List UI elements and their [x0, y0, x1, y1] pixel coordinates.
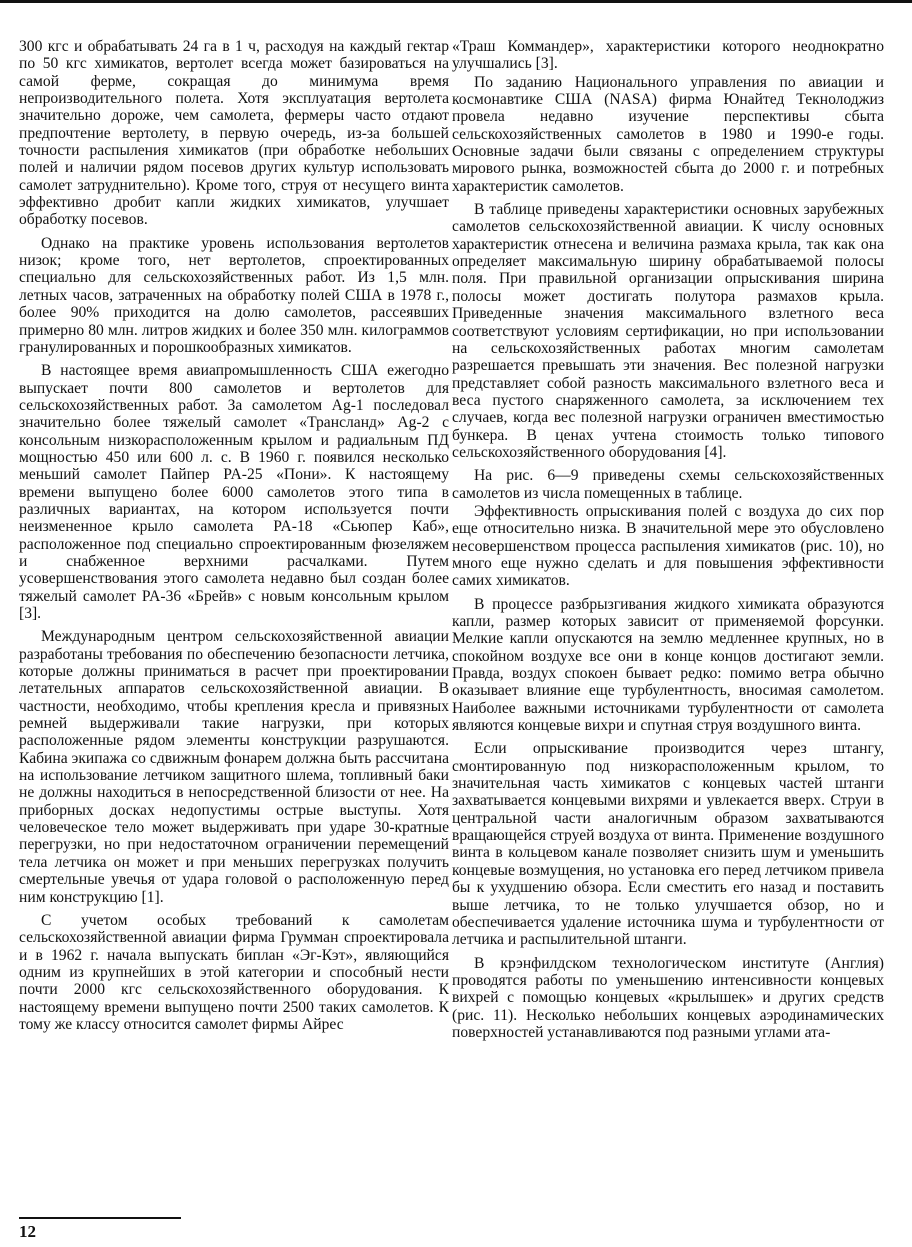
paragraph: Международным центром сельскохозяйственной авиации разработаны требования по обеспечению безопасности летчика, которые должны приниматься в расчет при проектировании летательных аппаратов сельскохозяйственной авиации. В частности, необходимо, чтобы крепления кресла и привязных ремней выдерживали такие нагрузки, при которых расположенные рядом элементы конструкции разрушаются. Кабина экипажа со сдвижным фонарем должна быть рассчитана на использование летчиком защитного шлема, топливный баки не должны находиться в непосредственной близости от нее. На приборных досках недопустимы острые выступы. Хотя человеческое тело может выдерживать при ударе 30-кратные перегрузки, но при недостаточном ограничении перемещений тела летчика он может и при меньших перегрузках получить смертельные увечья от удара головой о расположенную перед ним конструкцию [1].	[19, 628, 449, 906]
paragraph: В таблице приведены характеристики основных зарубежных самолетов сельскохозяйственной авиации. К числу основных характеристик отнесена и величина размаха крыла, так как она определяет максимальную ширину обрабатываемой полосы поля. При правильной организации опрыскивания ширина полосы может достигать полутора размахов крыла. Приведенные значения максимального взлетного веса соответствуют условиям сертификации, но при использовании на сельскохозяйственных работах многим самолетам разрешается превышать эти значения. Вес полезной нагрузки представляет собой разность максимального взлетного веса и веса пустого снаряженного самолета, за исключением тех случаев, когда вес полезной нагрузки ограничен вместимостью бункера. В ценах учтена стоимость только типового сельскохозяйственного оборудования [4].	[452, 201, 884, 461]
paragraph: «Траш Коммандер», характеристики которого неоднократно улучшались [3].	[452, 38, 884, 73]
paragraph: Эффективность опрыскивания полей с воздуха до сих пор еще относительно низка. В значительной мере это обусловлено несовершенством процесса распыления химикатов (рис. 10), но много еще нужно сделать и для повышения эффективности самих химикатов.	[452, 502, 884, 590]
paragraph: С учетом особых требований к самолетам сельскохозяйственной авиации фирма Грумман спроектировала и в 1962 г. начала выпускать биплан «Эг-Кэт», являющийся одним из крупнейших в этой категории и способный нести почти 2000 кгс сельскохозяйственного оборудования. К настоящему времени выпущено почти 2500 таких самолетов. К тому же классу относится самолет фирмы Айрес	[19, 911, 449, 1033]
left-column	[19, 38, 449, 1039]
top-border-rule	[0, 0, 912, 3]
footer-rule	[19, 1217, 181, 1219]
paragraph: На рис. 6—9 приведены схемы сельскохозяйственных самолетов из числа помещенных в таблице.	[452, 467, 884, 502]
page-number: 12	[19, 1222, 36, 1241]
paragraph: В настоящее время авиапромышленность США ежегодно выпускает почти 800 самолетов и вертолетов для сельскохозяйственных работ. За самолетом Ag-1 последовал значительно более тяжелый самолет «Трансланд» Ag-2 с консольным низкорасположенным крылом и радиальным ПД мощностью 450 или 600 л. с. В 1960 г. появился несколько меньший самолет Пайпер PA-25 «Пони». К настоящему времени выпущено более 6000 самолетов этого типа в различных вариантах, на котором используется почти неизмененное крыло самолета PA-18 «Сьюпер Каб», расположенное под специально спроектированным фюзеляжем и снабженное верхними расчалками. Путем усовершенствования этого самолета недавно был создан более тяжелый самолет PA-36 «Брейв» с новым консольным крылом [3].	[19, 362, 449, 622]
paragraph: По заданию Национального управления по авиации и космонавтике США (NASA) фирма Юнайтед Текнолоджиз провела недавно изучение перспективы сбыта сельскохозяйственных самолетов в 1980 и 1990-е годы. Основные задачи были связаны с определением структуры мирового рынка, возможностей сбыта до 2000 г. и потребных характеристик самолетов.	[452, 73, 884, 195]
right-column	[452, 38, 884, 1047]
paragraph: В крэнфилдском технологическом институте (Англия) проводятся работы по уменьшению интенсивности концевых вихрей с помощью концевых «крылышек» и других средств (рис. 11). Несколько небольших концевых аэродинамических поверхностей устанавливаются под разными углами ата-	[452, 954, 884, 1041]
paragraph: Однако на практике уровень использования вертолетов низок; кроме того, нет вертолетов, спроектированных специально для сельскохозяйственных работ. Из 1,5 млн. летных часов, затраченных на обработку полей США в 1978 г., более 90% приходится на долю самолетов, рассеявших примерно 80 млн. литров жидких и более 350 млн. килограммов гранулированных и порошкообразных химикатов.	[19, 234, 449, 356]
paragraph: В процессе разбрызгивания жидкого химиката образуются капли, размер которых зависит от применяемой форсунки. Мелкие капли опускаются на землю медленнее крупных, но в спокойном воздухе все они в конце концов достигают земли. Правда, воздух спокоен бывает редко: помимо ветра обычно оказывает влияние еще турбулентность, вносимая самолетом. Наиболее важными источниками турбулентности от самолета являются концевые вихри и спутная струя воздушного винта.	[452, 595, 884, 735]
paragraph: 300 кгс и обрабатывать 24 га в 1 ч, расходуя на каждый гектар по 50 кгс химикатов, вертолет всегда может базироваться на самой ферме, сокращая до минимума время непроизводительного полета. Хотя эксплуатация вертолета значительно дороже, чем самолета, фермеры часто отдают предпочтение вертолету, в первую очередь, из-за большей точности распыления химикатов (при обработке небольших полей и наличии рядом посевов других культур использовать самолет затруднительно). Кроме того, струя от несущего винта эффективно дробит капли жидких химикатов, улучшает обработку посевов.	[19, 38, 449, 229]
paragraph: Если опрыскивание производится через штангу, смонтированную под низкорасположенным крылом, то значительная часть химикатов с концевых частей штанги захватывается концевыми вихрями и увлекается вверх. Струи в центральной части аналогичным образом захватываются вращающейся струей воздуха от винта. Применение воздушного винта в кольцевом канале позволяет снизить шум и уменьшить концевые возмущения, но установка его перед летчиком привела бы к ухудшению обзора. Если сместить его назад и поставить выше летчика, то не только улучшается обзор, но и обеспечивается удаление источника шума и турбулентности от летчика и распылительной штанги.	[452, 740, 884, 949]
